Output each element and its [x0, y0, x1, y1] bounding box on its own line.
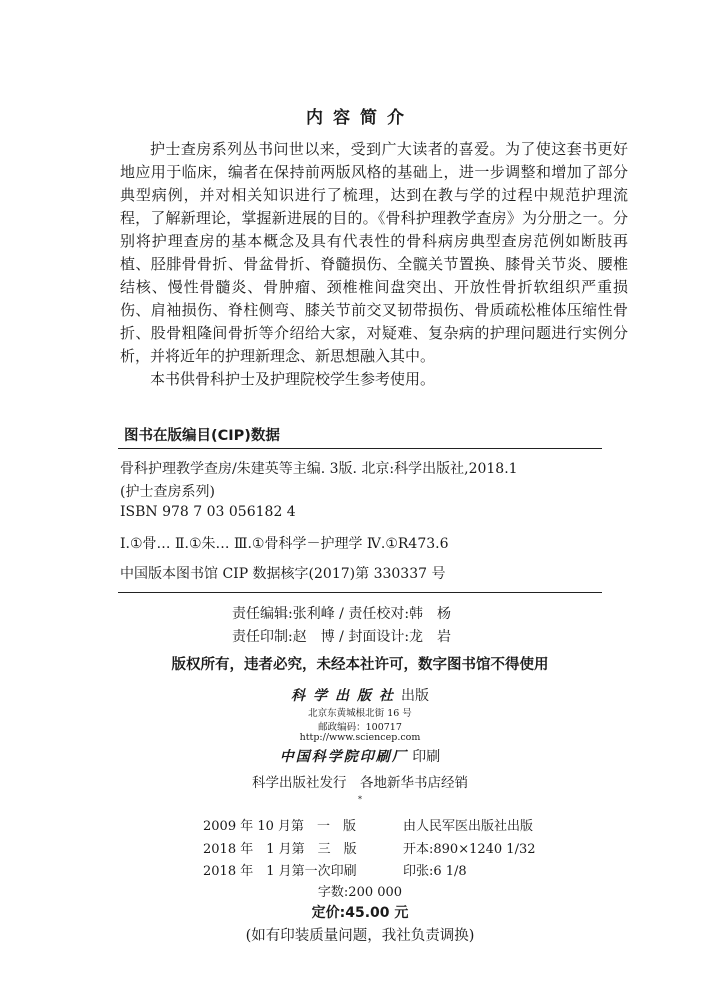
publisher-address: 北京东黄城根北街 16 号: [308, 708, 412, 719]
cip-line: (护士查房系列): [120, 484, 215, 500]
copyright-notice: 版权所有，违者必究，未经本社许可，数字图书馆不得使用: [171, 657, 549, 673]
intro-paragraph: 本书供骨科护士及护理院校学生参考使用。: [150, 370, 436, 388]
publisher-website: http://www.sciencep.com: [299, 732, 421, 743]
cip-heading: 图书在版编目(CIP)数据: [124, 428, 280, 444]
intro-body: [120, 138, 628, 391]
cip-top-rule: [118, 448, 602, 449]
intro-paragraph: 护士查房系列丛书问世以来，受到广大读者的喜爱。为了使这套书更好地应用于临床，编者在保持前两版风格的基础上，进一步调整和增加了部分典型病例，并对相关知识进行了梳理，达到在教与学的过程中规范护理流程，了解新理论，掌握新进展的目的。《骨科护理教学查房》为分册之一。分别将护理查房的基本概念及具有代表性的骨科病房典型查房范例如断肢再植、胫腓骨骨折、骨盆骨折、脊髓损伤、全髋关节置换、膝骨关节炎、腰椎结核、慢性骨髓炎、骨肿瘤、颈椎椎间盘突出、开放性骨折软组织严重损伤、肩袖损伤、脊柱侧弯、膝关节前交叉韧带损伤、骨质疏松椎体压缩性骨折、股骨粗隆间骨折等介绍给大家，对疑难、复杂病的护理问题进行实例分析，并将近年的护理新理念、新思想融入其中。: [120, 140, 628, 365]
printer-logo: 中国科学院印刷厂: [279, 749, 408, 765]
edition-date: 2018 年 1 月第一次印刷: [203, 864, 357, 879]
credit-line: 责任印制:赵 博 / 封面设计:龙 岩: [232, 629, 452, 645]
cip-line: 骨科护理教学查房/朱建英等主编. 3版. 北京:科学出版社,2018.1: [120, 461, 518, 477]
edition-row: [203, 860, 467, 879]
edition-date: 2009 年 10 月第 一 版: [203, 819, 357, 834]
cip-record-number: 中国版本图书馆 CIP 数据核字(2017)第 330337 号: [120, 566, 446, 582]
edition-info: 由人民军医出版社出版: [403, 819, 534, 834]
printer-suffix: 印刷: [412, 749, 441, 765]
cip-classification: Ⅰ.①骨… Ⅱ.①朱… Ⅲ.①骨科学－护理学 Ⅳ.①R473.6: [120, 536, 449, 552]
printer-line: [0, 746, 720, 766]
credit-line: 责任编辑:张利峰 / 责任校对:韩 杨: [232, 606, 452, 622]
separator-mark: *: [358, 795, 362, 804]
quality-note: (如有印装质量问题，我社负责调换): [245, 928, 475, 944]
edition-info: 开本:890×1240 1/32: [403, 842, 536, 857]
distribution-line: 科学出版社发行 各地新华书店经销: [252, 775, 468, 791]
cip-isbn: ISBN 978 7 03 056182 4: [120, 504, 296, 520]
publisher-logo: 科学出版社: [291, 688, 401, 704]
cip-bottom-rule: [118, 592, 602, 593]
edition-info: 印张:6 1/8: [403, 864, 467, 879]
edition-row: [203, 815, 534, 834]
intro-title: 内容简介: [306, 108, 414, 128]
publisher-postcode: 邮政编码：100717: [318, 722, 402, 733]
publisher-line: [0, 685, 720, 705]
publisher-suffix: 出版: [401, 688, 429, 704]
price: 定价:45.00 元: [311, 905, 409, 921]
word-count: 字数:200 000: [317, 885, 403, 900]
edition-row: [203, 838, 536, 857]
edition-date: 2018 年 1 月第 三 版: [203, 842, 357, 857]
